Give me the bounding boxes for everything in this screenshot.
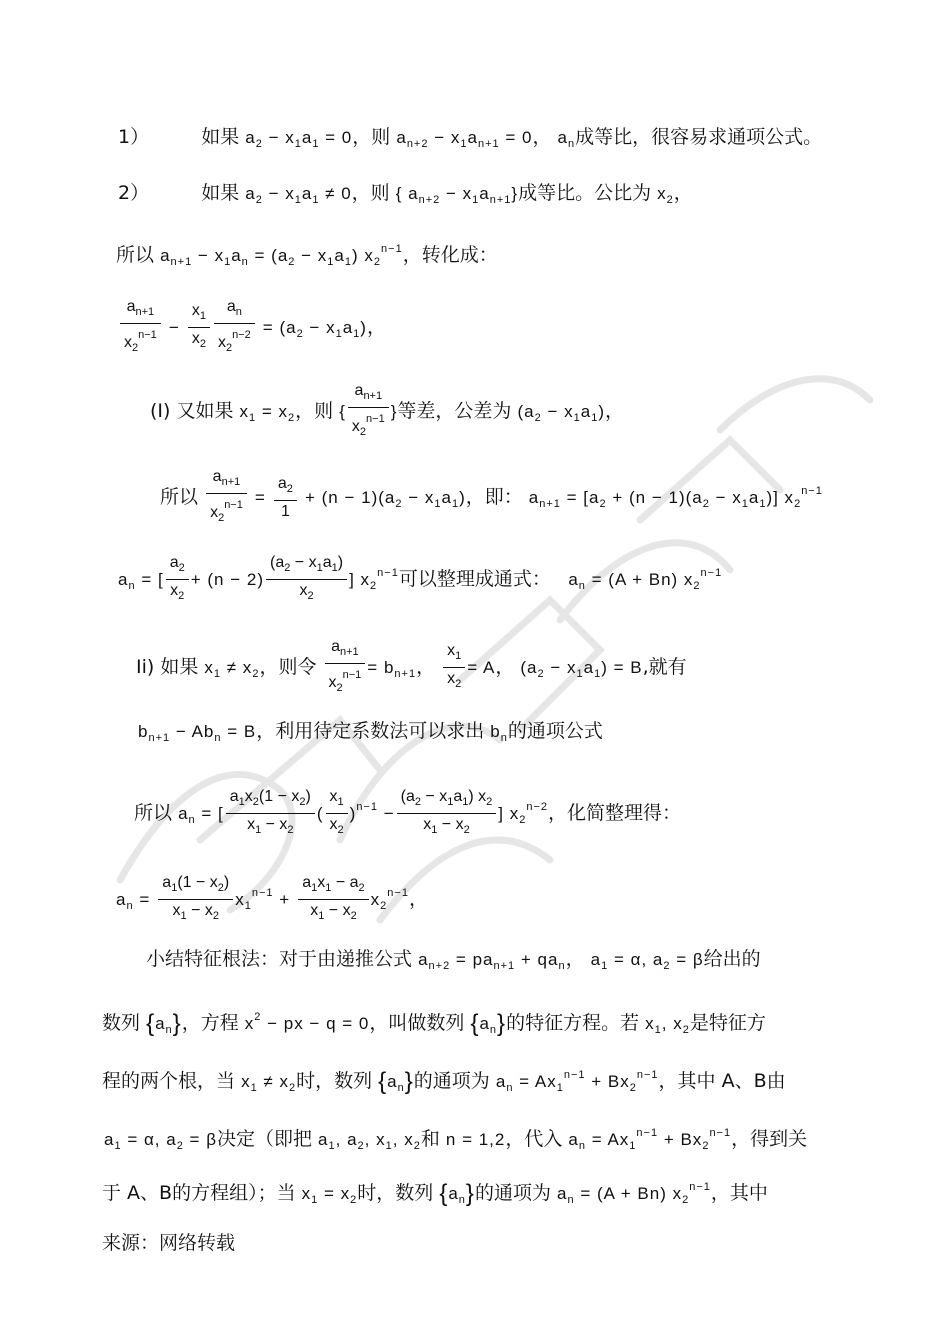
case-label: (I) — [150, 400, 171, 422]
text: ，则令 — [259, 656, 317, 678]
text: ，叫做数列 — [369, 1012, 465, 1034]
fraction: $\frac{a_1x_1 - a_2}{x_1 - x_2}$ — [298, 872, 368, 927]
text: ，其中 A、B由 — [658, 1070, 786, 1092]
formula: $x_2$ — [657, 184, 674, 206]
formula: $x^2$ − px − q = 0 — [244, 1011, 370, 1033]
formula: $a_1 = \alpha$, $a_2 = \beta$ — [104, 1130, 217, 1152]
text: 小结特征根法：对于由递推公式 — [146, 948, 413, 970]
text: 给出的 — [703, 948, 761, 970]
formula: $a_2 - x_1a_1 = 0$ — [245, 128, 353, 150]
text: 的通项为 — [474, 1182, 551, 1204]
formula: $x_1$, $x_2$ — [645, 1014, 690, 1036]
formula: $a_{n+2} - x_1a_{n+1} = 0$ — [396, 128, 533, 150]
text: 如果 — [201, 182, 240, 204]
line-9 — [138, 718, 603, 751]
text: ，即： — [465, 486, 523, 508]
line-2 — [118, 180, 693, 213]
line-13 — [102, 1004, 766, 1043]
text: 又如果 — [176, 400, 234, 422]
text: 数列 — [102, 1012, 141, 1034]
line-10: 所以 $a_n$ = [ $\frac{a_1x_2(1 - x_2)}{x_1 - x_2}$ ( $\frac{x_1}{x_2}$ )$^{n-1}$ − $\frac{(a_2 - x_1a_1) x_2}{x_1 - x_2}$ ] $x_2^{n-2}$，化简整理得： — [134, 786, 681, 841]
text: 等差，公差为 — [397, 400, 512, 422]
fraction: $\frac{a_{n+1}}{x_2^{n-1}}$ — [206, 466, 247, 529]
formula: $a_{n+1} = [a_2 + (n - 1)(a_2 - x_1a_1)]$ $x_2^{n-1}$ — [528, 485, 823, 510]
text: 成等比。公比为 — [518, 182, 652, 204]
source-note — [102, 1230, 235, 1256]
formula: $x_1 \ne x_2$ — [241, 1072, 297, 1094]
line-3 — [116, 236, 498, 275]
text: ,就有 — [642, 656, 687, 678]
text: ， — [416, 656, 436, 678]
formula: $x_1 = x_2$ — [301, 1184, 358, 1206]
line-8: Ii) 如果 $x_1 \ne x_2$，则令 $\frac{a_{n+1}}{x_2^{n-1}}$ = $b_{n+1}$， $\frac{x_1}{x_2}$ = A， $(a_2 - x_1a_1) = B$,就有 — [136, 636, 687, 699]
text: 的通项为 — [413, 1070, 490, 1092]
fraction: $\frac{x_1}{x_2}$ — [188, 300, 210, 355]
formula: $a_n = Ax_1^{n-1} + Bx_2^{n-1}$ — [568, 1127, 732, 1152]
text: 如果 — [201, 126, 240, 148]
formula: = $(a_2 - x_1a_1)$ — [262, 318, 367, 340]
text: ，则 — [352, 126, 391, 148]
text: ， — [673, 182, 693, 204]
case-label: Ii) — [136, 656, 155, 678]
formula: $x_1 \ne x_2$ — [204, 658, 260, 680]
line-14 — [102, 1062, 786, 1101]
fraction: $\frac{a_{n+1}}{x_2^{n-1}}$ — [325, 636, 366, 699]
fraction: $\frac{a_1(1 - x_2)}{x_1 - x_2}$ — [158, 872, 233, 927]
formula: $\{a_n\}$ — [146, 1010, 182, 1037]
text: 于 A、B的方程组）；当 — [102, 1182, 296, 1204]
formula: + $(n - 1)(a_2 - x_1a_1)$ — [304, 488, 466, 510]
text: ， — [565, 948, 585, 970]
text: 时，数列 — [357, 1182, 434, 1204]
line-11: $a_n$ = $\frac{a_1(1 - x_2)}{x_1 - x_2}$ $x_1^{n-1}$ + $\frac{a_1x_1 - a_2}{x_1 - x_2}$ $x_2^{n-1}$， — [116, 872, 428, 927]
line-16 — [102, 1174, 768, 1213]
formula: $a_n = (A + Bn)$ $x_2^{n-1}$ — [557, 1181, 711, 1206]
fraction: $\frac{a_2}{1}$ — [274, 473, 297, 523]
formula: $a_{n+2} = pa_{n+1} + qa_n$ — [418, 950, 566, 972]
fraction: $\frac{a_{n+1}}{x_2^{n-1}}$ — [120, 296, 161, 359]
text: 如果 — [160, 656, 199, 678]
text: ，其中 — [710, 1182, 768, 1204]
text: 来源：网络转载 — [102, 1232, 236, 1254]
text: ，转化成： — [402, 244, 498, 266]
line-7: $a_n$ = [ $\frac{a_2}{x_2}$ + (n − 2) $\frac{(a_2 - x_1a_1)}{x_2}$ ] $x_2^{n-1}$可以整理成通式： $a_n = (A + Bn)$ $x_2^{n-1}$ — [118, 552, 722, 607]
text: 是特征方 — [689, 1012, 766, 1034]
formula: $(a_2 - x_1a_1)$ — [517, 402, 605, 424]
text: ，则 — [351, 182, 390, 204]
text: ，则 — [295, 400, 334, 422]
text: 时，数列 — [296, 1070, 373, 1092]
formula: $a_n = (A + Bn)$ $x_2^{n-1}$ — [556, 567, 723, 592]
formula: $b_{n+1} - Ab_n = B$ — [138, 722, 257, 744]
item-number: 2） — [118, 182, 150, 204]
fraction: $\frac{a_{n+1}}{x_2^{n-1}}$ — [348, 380, 389, 443]
line-4: $\frac{a_{n+1}}{x_2^{n-1}}$ − $\frac{x_1}{x_2}$ $\frac{a_n}{x_2^{n-2}}$ = $(a_2 - x_1a_1)$， — [118, 296, 386, 359]
formula: $\{a_n\}$ — [439, 1180, 475, 1207]
line-5: (I) 又如果 $x_1 = x_2$，则 { $\frac{a_{n+1}}{x_2^{n-1}}$ }等差，公差为 $(a_2 - x_1a_1)$， — [150, 380, 624, 443]
formula: $a_1$, $a_2$, $x_1$, $x_2$ — [318, 1130, 421, 1152]
text: ，得到关 — [731, 1128, 808, 1150]
text: ，方程 — [181, 1012, 239, 1034]
text: ，利用待定系数法可以求出 — [256, 720, 485, 742]
text: 所以 — [160, 486, 199, 508]
text: 的特征方程。若 — [506, 1012, 640, 1034]
line-6: 所以 $\frac{a_{n+1}}{x_2^{n-1}}$ = $\frac{a_2}{1}$ + $(n - 1)(a_2 - x_1a_1)$，即： $a_{n+1} = [a_2 + (n - 1)(a_2 - x_1a_1)]$ $x_2^{n-1}$ — [160, 466, 823, 529]
line-12 — [146, 946, 761, 979]
formula: $a_{n+1} - x_1a_n = (a_2 - x_1a_1)$ $x_2^{n-1}$ — [160, 243, 403, 268]
formula: $b_n$ — [490, 722, 508, 744]
text: 和 — [420, 1128, 440, 1150]
formula: $a_n$ = [ — [118, 570, 164, 592]
text: 程的两个根，当 — [102, 1070, 236, 1092]
text: 的通项公式 — [507, 720, 603, 742]
line-15 — [104, 1120, 807, 1159]
formula: $(a_2 - x_1a_1) = B$ — [520, 658, 643, 680]
text: 所以 — [134, 802, 173, 824]
text: 所以 — [116, 244, 155, 266]
fraction: $\frac{x_1}{x_2}$ — [443, 640, 465, 695]
text: ， — [495, 656, 515, 678]
text: ， — [366, 316, 386, 338]
text: ，代入 — [505, 1128, 563, 1150]
formula: $a_1 = \alpha$, $a_2 = \beta$ — [590, 950, 704, 972]
text: ，化简整理得： — [548, 802, 682, 824]
formula: $a_2 - x_1a_1 \ne 0$ — [245, 184, 352, 206]
text: 可以整理成通式： — [398, 568, 551, 590]
fraction: $\frac{a_1x_2(1 - x_2)}{x_1 - x_2}$ — [226, 786, 315, 841]
fraction: $\frac{a_2}{x_2}$ — [166, 552, 189, 607]
text: ， — [532, 126, 552, 148]
formula: { $a_{n+2} - x_1a_{n+1}$} — [395, 184, 519, 206]
item-number: 1） — [118, 126, 150, 148]
fraction: $\frac{x_1}{x_2}$ — [326, 786, 348, 841]
formula: $\{a_n\}$ — [378, 1068, 414, 1095]
fraction: $\frac{a_n}{x_2^{n-2}}$ — [214, 296, 255, 359]
fraction: $\frac{(a_2 - x_1a_1) x_2}{x_1 - x_2}$ — [397, 786, 497, 841]
formula: $a_n$ — [557, 128, 576, 150]
text: ， — [604, 400, 624, 422]
formula: $\{a_n\}$ — [470, 1010, 507, 1037]
formula: $a_n = Ax_1^{n-1} + Bx_2^{n-1}$ — [495, 1069, 659, 1094]
text: 成等比，很容易求通项公式。 — [575, 126, 823, 148]
fraction: $\frac{(a_2 - x_1a_1)}{x_2}$ — [266, 552, 347, 607]
line-1 — [118, 124, 822, 157]
text: ， — [408, 888, 428, 910]
text: 决定（即把 — [216, 1128, 312, 1150]
formula: $x_1 = x_2$ — [239, 402, 296, 424]
formula: n = 1,2 — [445, 1130, 506, 1149]
